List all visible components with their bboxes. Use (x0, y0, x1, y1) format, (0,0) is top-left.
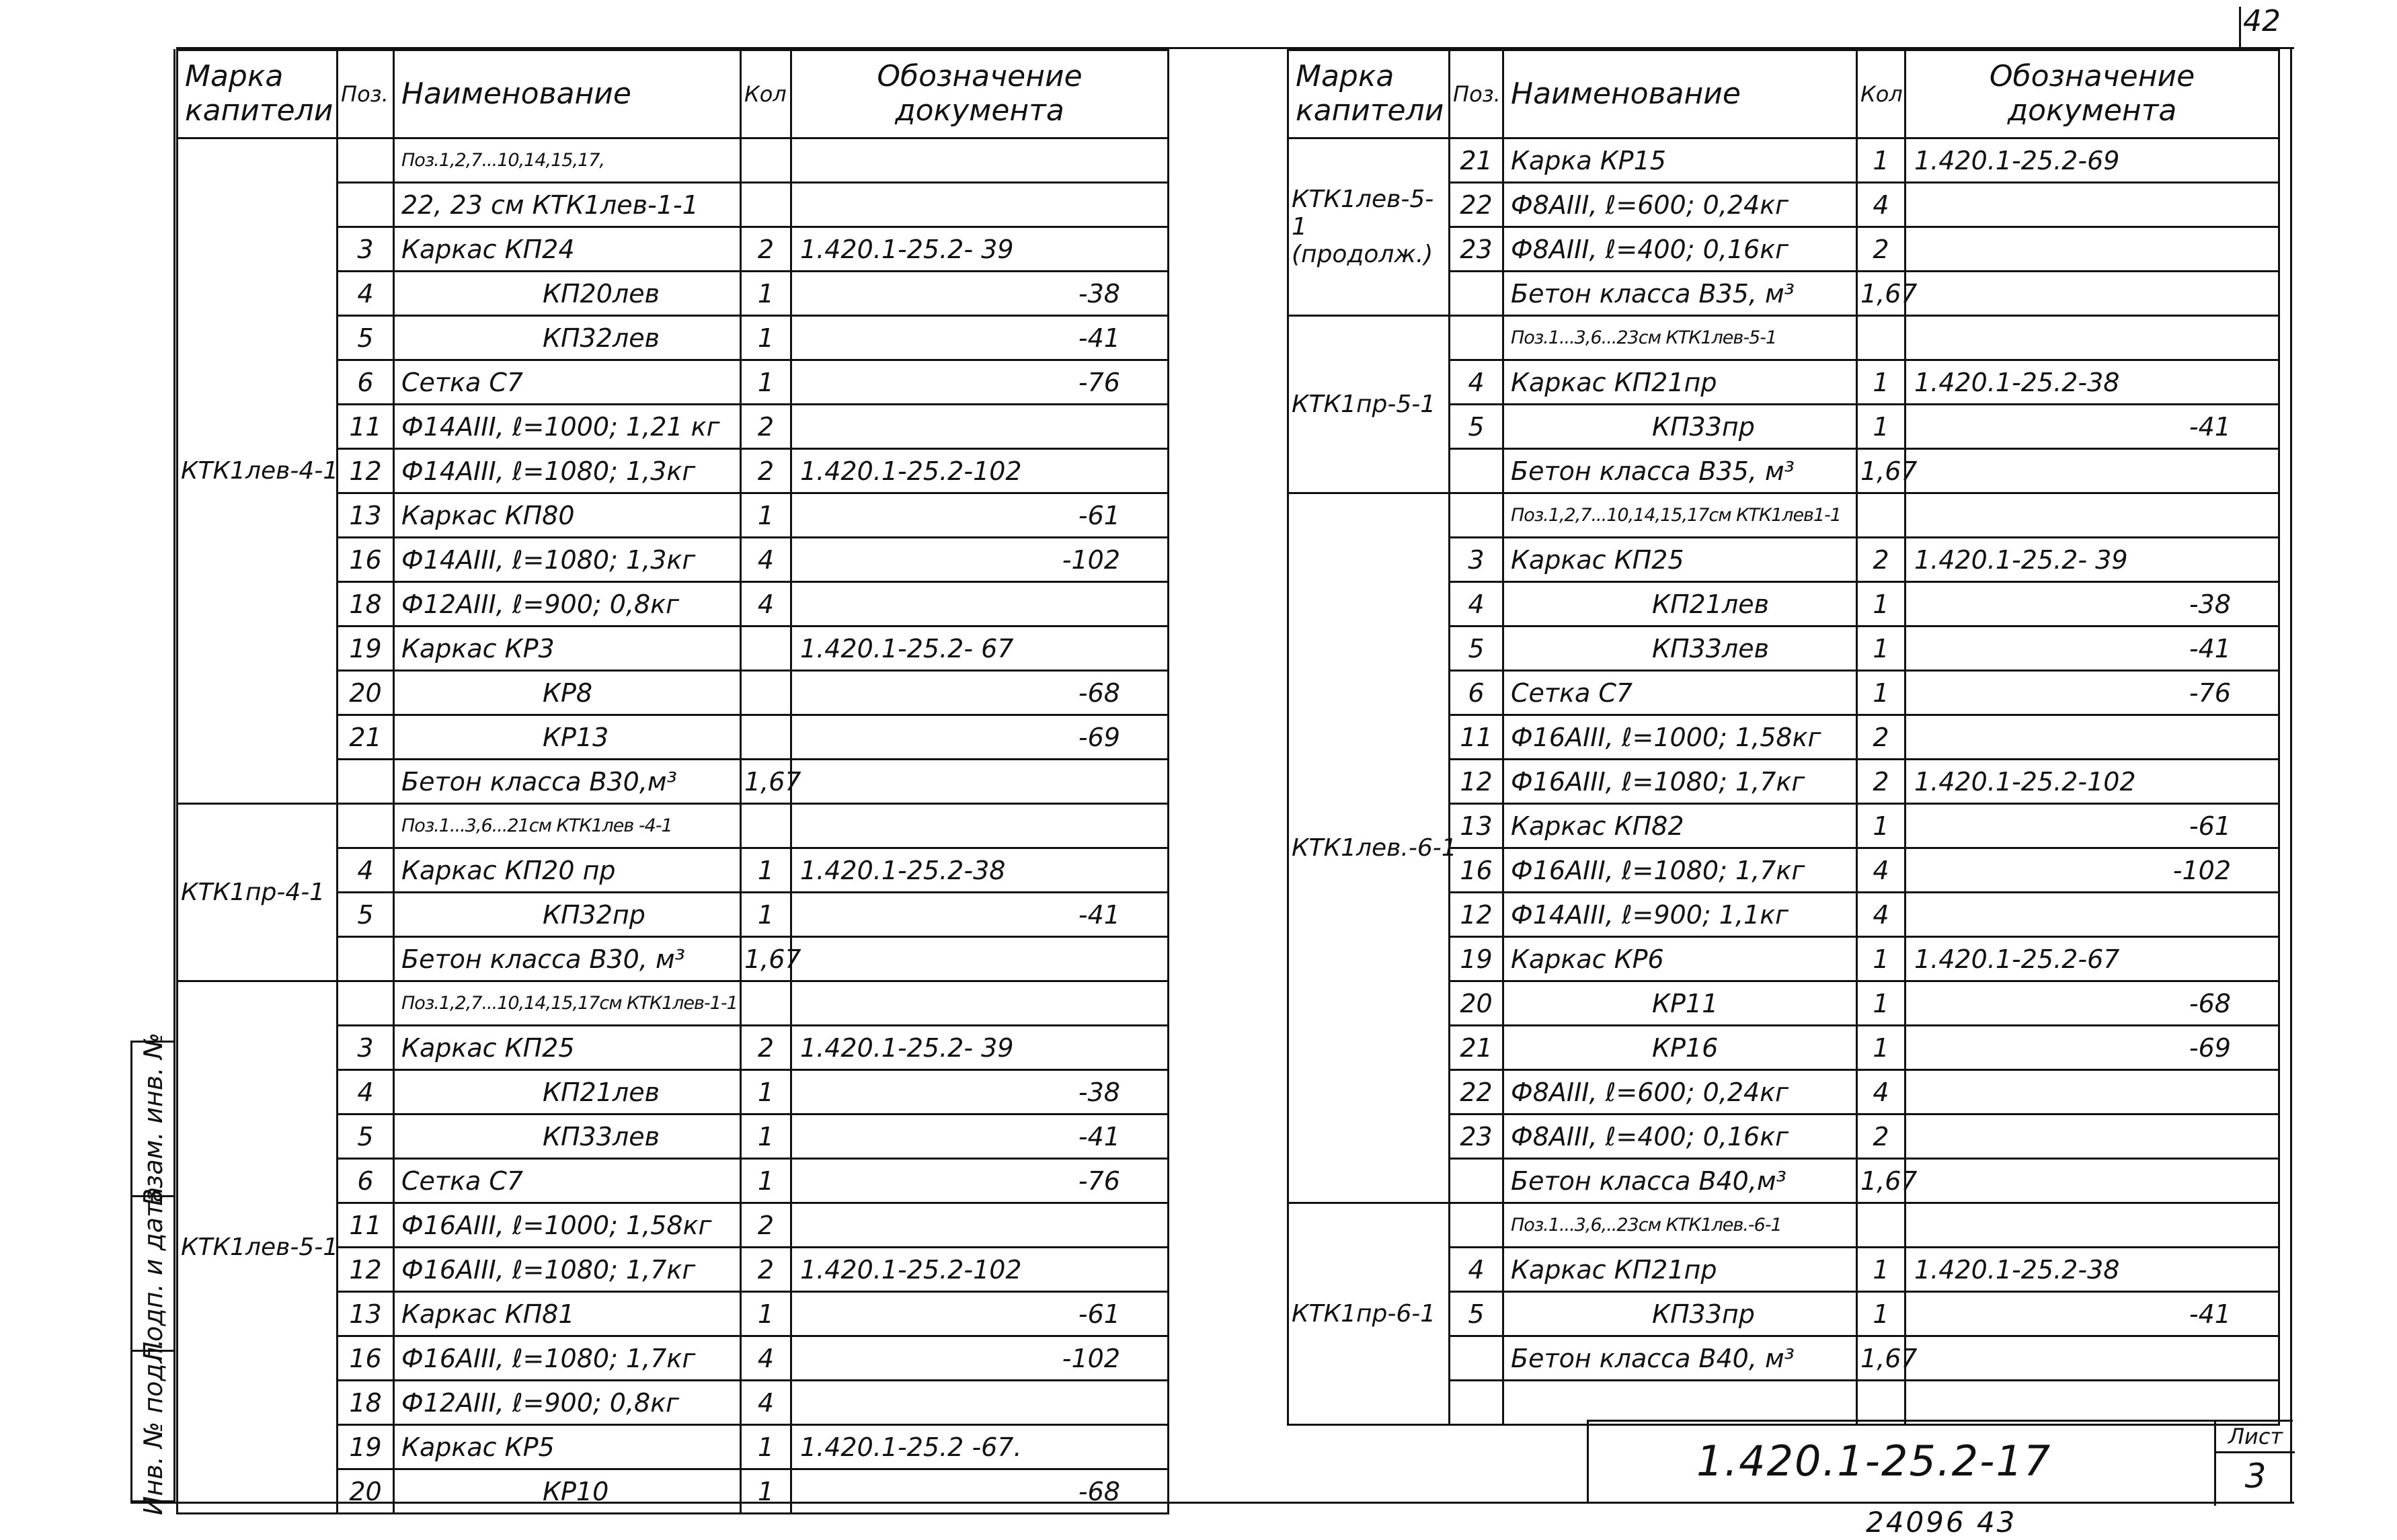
pos-cell: 16 (1450, 848, 1503, 893)
header-doc: Обозначение документа (791, 50, 1169, 138)
pos-cell: 6 (338, 360, 394, 405)
pos-cell (1450, 1336, 1503, 1381)
doc-cell: 1.420.1-25.2-38 (1905, 1248, 2279, 1292)
name-cell: Ф14АIII, ℓ=1080; 1,3кг (394, 449, 741, 493)
name-cell: Бетон класса В30, м³ (394, 937, 741, 981)
name-cell: Ф8АIII, ℓ=400; 0,16кг (1503, 227, 1857, 272)
qty-cell: 1 (1857, 360, 1905, 405)
pos-cell (338, 138, 394, 183)
qty-cell: 1 (741, 1115, 791, 1159)
doc-cell (791, 582, 1169, 626)
table-row (1288, 493, 2279, 538)
name-cell: Каркас КП82 (1503, 804, 1857, 848)
name-cell: Ф8АIII, ℓ=600; 0,24кг (1503, 1070, 1857, 1115)
qty-cell: 2 (741, 227, 791, 272)
pos-cell: 3 (1450, 538, 1503, 582)
doc-cell: -41 (1905, 1292, 2279, 1336)
pos-cell: 21 (1450, 1026, 1503, 1070)
qty-cell: 1 (741, 1070, 791, 1115)
qty-cell (741, 671, 791, 715)
header-name: Наименование (394, 50, 741, 138)
table-row (178, 804, 1169, 848)
pos-cell: 5 (338, 1115, 394, 1159)
pos-cell: 11 (338, 405, 394, 449)
qty-cell: 1 (1857, 1292, 1905, 1336)
doc-cell: -38 (791, 272, 1169, 316)
pos-cell (338, 183, 394, 227)
doc-cell (1905, 1070, 2279, 1115)
doc-cell (1905, 1203, 2279, 1248)
pos-cell: 12 (1450, 893, 1503, 937)
name-cell: Сетка С7 (394, 1159, 741, 1203)
qty-cell: 1 (1857, 937, 1905, 981)
doc-cell (1905, 715, 2279, 760)
pos-cell: 6 (1450, 671, 1503, 715)
mark-cell: КТК1пр-4-1 (178, 804, 338, 981)
pos-cell: 19 (338, 1425, 394, 1469)
pos-cell: 5 (1450, 405, 1503, 449)
pos-cell: 5 (338, 316, 394, 360)
name-cell: Каркас КР5 (394, 1425, 741, 1469)
name-cell: Бетон класса В40,м³ (1503, 1159, 1857, 1203)
name-cell: Бетон класса В40, м³ (1503, 1336, 1857, 1381)
name-cell: Ф8АIII, ℓ=600; 0,24кг (1503, 183, 1857, 227)
doc-cell: 1.420.1-25.2- 39 (1905, 538, 2279, 582)
doc-cell: 1.420.1-25.2 -67. (791, 1425, 1169, 1469)
qty-cell: 2 (741, 1026, 791, 1070)
pos-cell: 5 (1450, 626, 1503, 671)
qty-cell: 1,67 (1857, 1159, 1905, 1203)
qty-cell: 2 (1857, 227, 1905, 272)
pos-cell: 22 (1450, 183, 1503, 227)
name-cell: Ф16АIII, ℓ=1080; 1,7кг (394, 1336, 741, 1381)
qty-cell: 2 (1857, 715, 1905, 760)
doc-cell (791, 981, 1169, 1026)
mark-cell: КТК1лев-5-1 (продолж.) (1288, 138, 1450, 316)
name-cell: Каркас КП80 (394, 493, 741, 538)
mark-cell: КТК1лев-5-1 (178, 981, 338, 1514)
qty-cell: 1,67 (1857, 1336, 1905, 1381)
frame-left-line (173, 49, 175, 1502)
doc-cell: 1.420.1-25.2-69 (1905, 138, 2279, 183)
doc-cell (791, 804, 1169, 848)
qty-cell: 1,67 (1857, 272, 1905, 316)
qty-cell: 1 (741, 1159, 791, 1203)
name-cell: КП32пр (394, 893, 741, 937)
name-cell: КП21лев (394, 1070, 741, 1115)
name-cell: КР11 (1503, 981, 1857, 1026)
name-cell: Бетон класса В30,м³ (394, 760, 741, 804)
header-qty: Кол (1857, 50, 1905, 138)
header-pos: Поз. (338, 50, 394, 138)
qty-cell: 1 (741, 893, 791, 937)
qty-cell: 4 (1857, 1070, 1905, 1115)
qty-cell: 4 (741, 538, 791, 582)
doc-cell: 1.420.1-25.2-38 (791, 848, 1169, 893)
qty-cell (741, 138, 791, 183)
pos-cell: 19 (1450, 937, 1503, 981)
pos-cell: 13 (338, 1292, 394, 1336)
qty-cell: 2 (741, 1248, 791, 1292)
doc-cell (791, 405, 1169, 449)
doc-cell: -102 (791, 538, 1169, 582)
doc-cell (791, 138, 1169, 183)
stamp-label: Взам. инв. № (138, 1032, 168, 1206)
pos-cell (338, 760, 394, 804)
pos-cell (1450, 449, 1503, 493)
doc-cell: 1.420.1-25.2- 39 (791, 227, 1169, 272)
qty-cell: 1 (1857, 582, 1905, 626)
qty-cell: 4 (741, 1381, 791, 1425)
pos-cell: 4 (1450, 582, 1503, 626)
right-table-body (1288, 138, 2279, 1425)
doc-cell: -68 (791, 671, 1169, 715)
doc-cell: -41 (791, 316, 1169, 360)
pos-cell: 20 (1450, 981, 1503, 1026)
name-cell: Поз.1,2,7...10,14,15,17см КТК1лев1-1 (1503, 493, 1857, 538)
qty-cell: 4 (741, 1336, 791, 1381)
doc-cell (1905, 449, 2279, 493)
pos-cell (338, 937, 394, 981)
doc-cell (791, 937, 1169, 981)
doc-cell: -76 (791, 360, 1169, 405)
name-cell: Ф16АIII, ℓ=1080; 1,7кг (1503, 848, 1857, 893)
header-mark: Марка капители (1288, 50, 1450, 138)
name-cell: Бетон класса В35, м³ (1503, 449, 1857, 493)
pos-cell: 20 (338, 1469, 394, 1514)
doc-cell (791, 183, 1169, 227)
name-cell: КР8 (394, 671, 741, 715)
name-cell: Ф12АIII, ℓ=900; 0,8кг (394, 1381, 741, 1425)
pos-cell: 4 (338, 848, 394, 893)
name-cell: КП32лев (394, 316, 741, 360)
qty-cell: 1 (1857, 138, 1905, 183)
qty-cell (1857, 1381, 1905, 1425)
header-doc: Обозначение документа (1905, 50, 2279, 138)
name-cell: Поз.1...3,6...23см КТК1лев-5-1 (1503, 316, 1857, 360)
pos-cell: 12 (338, 1248, 394, 1292)
pos-cell: 4 (338, 272, 394, 316)
doc-cell (1905, 227, 2279, 272)
qty-cell: 1 (741, 1425, 791, 1469)
stamp-cell-replacement (132, 1032, 173, 1206)
pos-cell: 16 (338, 1336, 394, 1381)
doc-cell: 1.420.1-25.2-102 (791, 1248, 1169, 1292)
doc-cell: -41 (791, 893, 1169, 937)
title-block (1587, 1420, 2293, 1504)
pos-cell: 18 (338, 1381, 394, 1425)
name-cell (1503, 1381, 1857, 1425)
doc-cell: 1.420.1-25.2- 67 (791, 626, 1169, 671)
doc-cell: 1.420.1-25.2-102 (1905, 760, 2279, 804)
header-name: Наименование (1503, 50, 1857, 138)
doc-cell (1905, 1115, 2279, 1159)
pos-cell: 11 (1450, 715, 1503, 760)
name-cell: Каркас КП21пр (1503, 360, 1857, 405)
name-cell: Каркас КП25 (394, 1026, 741, 1070)
doc-cell: 1.420.1-25.2-102 (791, 449, 1169, 493)
pos-cell: 18 (338, 582, 394, 626)
qty-cell: 1 (741, 316, 791, 360)
name-cell: Сетка С7 (1503, 671, 1857, 715)
name-cell: Каркас КР6 (1503, 937, 1857, 981)
qty-cell (741, 715, 791, 760)
mark-cell: КТК1пр-5-1 (1288, 316, 1450, 493)
left-table-body (178, 138, 1169, 1514)
doc-cell: -76 (1905, 671, 2279, 715)
pos-cell (1450, 272, 1503, 316)
doc-cell (791, 760, 1169, 804)
doc-cell: -41 (1905, 405, 2279, 449)
doc-cell (791, 1203, 1169, 1248)
pos-cell: 21 (1450, 138, 1503, 183)
qty-cell: 4 (1857, 848, 1905, 893)
qty-cell (741, 804, 791, 848)
footer-number: 24096 43 (1866, 1506, 2017, 1539)
name-cell: Ф8АIII, ℓ=400; 0,16кг (1503, 1115, 1857, 1159)
doc-cell (791, 1381, 1169, 1425)
doc-cell: -41 (1905, 626, 2279, 671)
table-row (1288, 1203, 2279, 1248)
name-cell: КР13 (394, 715, 741, 760)
pos-cell: 4 (1450, 360, 1503, 405)
pos-cell: 22 (1450, 1070, 1503, 1115)
qty-cell: 1 (1857, 1026, 1905, 1070)
doc-cell: -38 (791, 1070, 1169, 1115)
qty-cell (1857, 493, 1905, 538)
stamp-label: Подп. и дата (138, 1186, 168, 1361)
table-row (178, 981, 1169, 1026)
pos-cell (338, 804, 394, 848)
header-qty: Кол (741, 50, 791, 138)
doc-cell: 1.420.1-25.2-67 (1905, 937, 2279, 981)
pos-cell (1450, 1381, 1503, 1425)
stamp-cell-signature (132, 1186, 173, 1361)
qty-cell: 2 (1857, 760, 1905, 804)
stamp-label: Инв. № подл. (138, 1338, 168, 1516)
doc-cell (1905, 493, 2279, 538)
doc-cell: -69 (1905, 1026, 2279, 1070)
name-cell: Поз.1...3,6...21см КТК1лев -4-1 (394, 804, 741, 848)
name-cell: КП20лев (394, 272, 741, 316)
left-spec-table (176, 49, 1169, 1514)
pos-cell (338, 981, 394, 1026)
qty-cell: 1 (741, 848, 791, 893)
qty-cell: 1 (741, 272, 791, 316)
pos-cell: 12 (338, 449, 394, 493)
doc-cell: 1.420.1-25.2- 39 (791, 1026, 1169, 1070)
pos-cell: 6 (338, 1159, 394, 1203)
pos-cell: 4 (1450, 1248, 1503, 1292)
pos-cell: 4 (338, 1070, 394, 1115)
qty-cell: 4 (741, 582, 791, 626)
pos-cell (1450, 316, 1503, 360)
qty-cell: 4 (1857, 183, 1905, 227)
pos-cell: 21 (338, 715, 394, 760)
qty-cell (741, 981, 791, 1026)
pos-cell: 13 (1450, 804, 1503, 848)
qty-cell (1857, 316, 1905, 360)
name-cell: КП21лев (1503, 582, 1857, 626)
doc-cell (1905, 1336, 2279, 1381)
page-number: 42 (2243, 4, 2281, 38)
doc-cell: -68 (1905, 981, 2279, 1026)
table-row (178, 138, 1169, 183)
name-cell: Каркас КП24 (394, 227, 741, 272)
doc-cell: 1.420.1-25.2-38 (1905, 360, 2279, 405)
name-cell: Ф12АIII, ℓ=900; 0,8кг (394, 582, 741, 626)
pos-cell: 3 (338, 1026, 394, 1070)
qty-cell: 2 (1857, 1115, 1905, 1159)
right-header-row (1288, 50, 2279, 138)
pos-cell: 11 (338, 1203, 394, 1248)
qty-cell: 2 (741, 449, 791, 493)
pos-cell: 3 (338, 227, 394, 272)
sheet-number: 3 (2244, 1457, 2267, 1496)
name-cell: Ф14АIII, ℓ=1080; 1,3кг (394, 538, 741, 582)
doc-cell (1905, 316, 2279, 360)
qty-cell: 1 (741, 360, 791, 405)
qty-cell: 4 (1857, 893, 1905, 937)
qty-cell: 1,67 (741, 937, 791, 981)
qty-cell: 1 (1857, 671, 1905, 715)
qty-cell: 1,67 (741, 760, 791, 804)
doc-cell: -102 (1905, 848, 2279, 893)
qty-cell (1857, 1203, 1905, 1248)
qty-cell: 1,67 (1857, 449, 1905, 493)
header-mark: Марка капители (178, 50, 338, 138)
qty-cell: 1 (741, 493, 791, 538)
name-cell: Ф16АIII, ℓ=1080; 1,7кг (1503, 760, 1857, 804)
name-cell: Ф14АIII, ℓ=1000; 1,21 кг (394, 405, 741, 449)
name-cell: Каркас КП20 пр (394, 848, 741, 893)
doc-cell (1905, 1159, 2279, 1203)
pos-cell (1450, 1159, 1503, 1203)
qty-cell: 2 (741, 405, 791, 449)
mark-cell: КТК1лев.-6-1 (1288, 493, 1450, 1203)
right-spec-table (1287, 49, 2280, 1426)
qty-cell: 1 (741, 1292, 791, 1336)
qty-cell: 1 (1857, 804, 1905, 848)
pos-cell: 5 (1450, 1292, 1503, 1336)
name-cell: Ф16АIII, ℓ=1000; 1,58кг (394, 1203, 741, 1248)
qty-cell: 1 (741, 1469, 791, 1514)
left-header-row (178, 50, 1169, 138)
name-cell: Ф16АIII, ℓ=1000; 1,58кг (1503, 715, 1857, 760)
doc-cell (1905, 183, 2279, 227)
name-cell: Поз.1...3,6,..23см КТК1лев.-6-1 (1503, 1203, 1857, 1248)
name-cell: КП33пр (1503, 405, 1857, 449)
name-cell: Ф14АIII, ℓ=900; 1,1кг (1503, 893, 1857, 937)
pos-cell: 13 (338, 493, 394, 538)
doc-cell: -61 (791, 1292, 1169, 1336)
doc-cell: -68 (791, 1469, 1169, 1514)
doc-cell: -102 (791, 1336, 1169, 1381)
sheet-label: Лист (2216, 1422, 2295, 1453)
document-code: 1.420.1-25.2-17 (1696, 1436, 2052, 1486)
mark-cell: КТК1лев-4-1 (178, 138, 338, 804)
doc-cell (1905, 1381, 2279, 1425)
doc-cell: -41 (791, 1115, 1169, 1159)
qty-cell: 1 (1857, 981, 1905, 1026)
qty-cell (741, 626, 791, 671)
name-cell: Каркас КП25 (1503, 538, 1857, 582)
pos-cell: 16 (338, 538, 394, 582)
name-cell: Каркас КП81 (394, 1292, 741, 1336)
name-cell: КР16 (1503, 1026, 1857, 1070)
doc-cell: -76 (791, 1159, 1169, 1203)
doc-cell: -69 (791, 715, 1169, 760)
name-cell: КП33пр (1503, 1292, 1857, 1336)
pos-cell (1450, 1203, 1503, 1248)
name-cell: Сетка С7 (394, 360, 741, 405)
pos-cell: 23 (1450, 1115, 1503, 1159)
doc-cell (1905, 893, 2279, 937)
name-cell: Поз.1,2,7...10,14,15,17, (394, 138, 741, 183)
page-number-divider (2239, 7, 2241, 50)
table-row (1288, 138, 2279, 183)
name-cell: Каркас КР3 (394, 626, 741, 671)
qty-cell: 2 (741, 1203, 791, 1248)
doc-cell (1905, 272, 2279, 316)
qty-cell: 1 (1857, 1248, 1905, 1292)
qty-cell: 2 (1857, 538, 1905, 582)
qty-cell: 1 (1857, 626, 1905, 671)
pos-cell: 12 (1450, 760, 1503, 804)
pos-cell: 5 (338, 893, 394, 937)
name-cell: КП33лев (394, 1115, 741, 1159)
side-stamp (130, 1032, 173, 1516)
name-cell: 22, 23 см КТК1лев-1-1 (394, 183, 741, 227)
name-cell: КП33лев (1503, 626, 1857, 671)
name-cell: Каркас КП21пр (1503, 1248, 1857, 1292)
qty-cell (741, 183, 791, 227)
frame-right-line (2290, 49, 2292, 1502)
doc-cell: -61 (1905, 804, 2279, 848)
pos-cell (1450, 493, 1503, 538)
qty-cell: 1 (1857, 405, 1905, 449)
name-cell: Карка КР15 (1503, 138, 1857, 183)
sheet-box (2214, 1422, 2295, 1506)
name-cell: Ф16АIII, ℓ=1080; 1,7кг (394, 1248, 741, 1292)
name-cell: КР10 (394, 1469, 741, 1514)
doc-cell: -61 (791, 493, 1169, 538)
header-pos: Поз. (1450, 50, 1503, 138)
mark-cell: КТК1пр-6-1 (1288, 1203, 1450, 1425)
table-row (1288, 316, 2279, 360)
pos-cell: 19 (338, 626, 394, 671)
doc-cell: -38 (1905, 582, 2279, 626)
stamp-cell-inventory (132, 1338, 173, 1516)
name-cell: Поз.1,2,7...10,14,15,17см КТК1лев-1-1 (394, 981, 741, 1026)
name-cell: Бетон класса В35, м³ (1503, 272, 1857, 316)
pos-cell: 23 (1450, 227, 1503, 272)
pos-cell: 20 (338, 671, 394, 715)
